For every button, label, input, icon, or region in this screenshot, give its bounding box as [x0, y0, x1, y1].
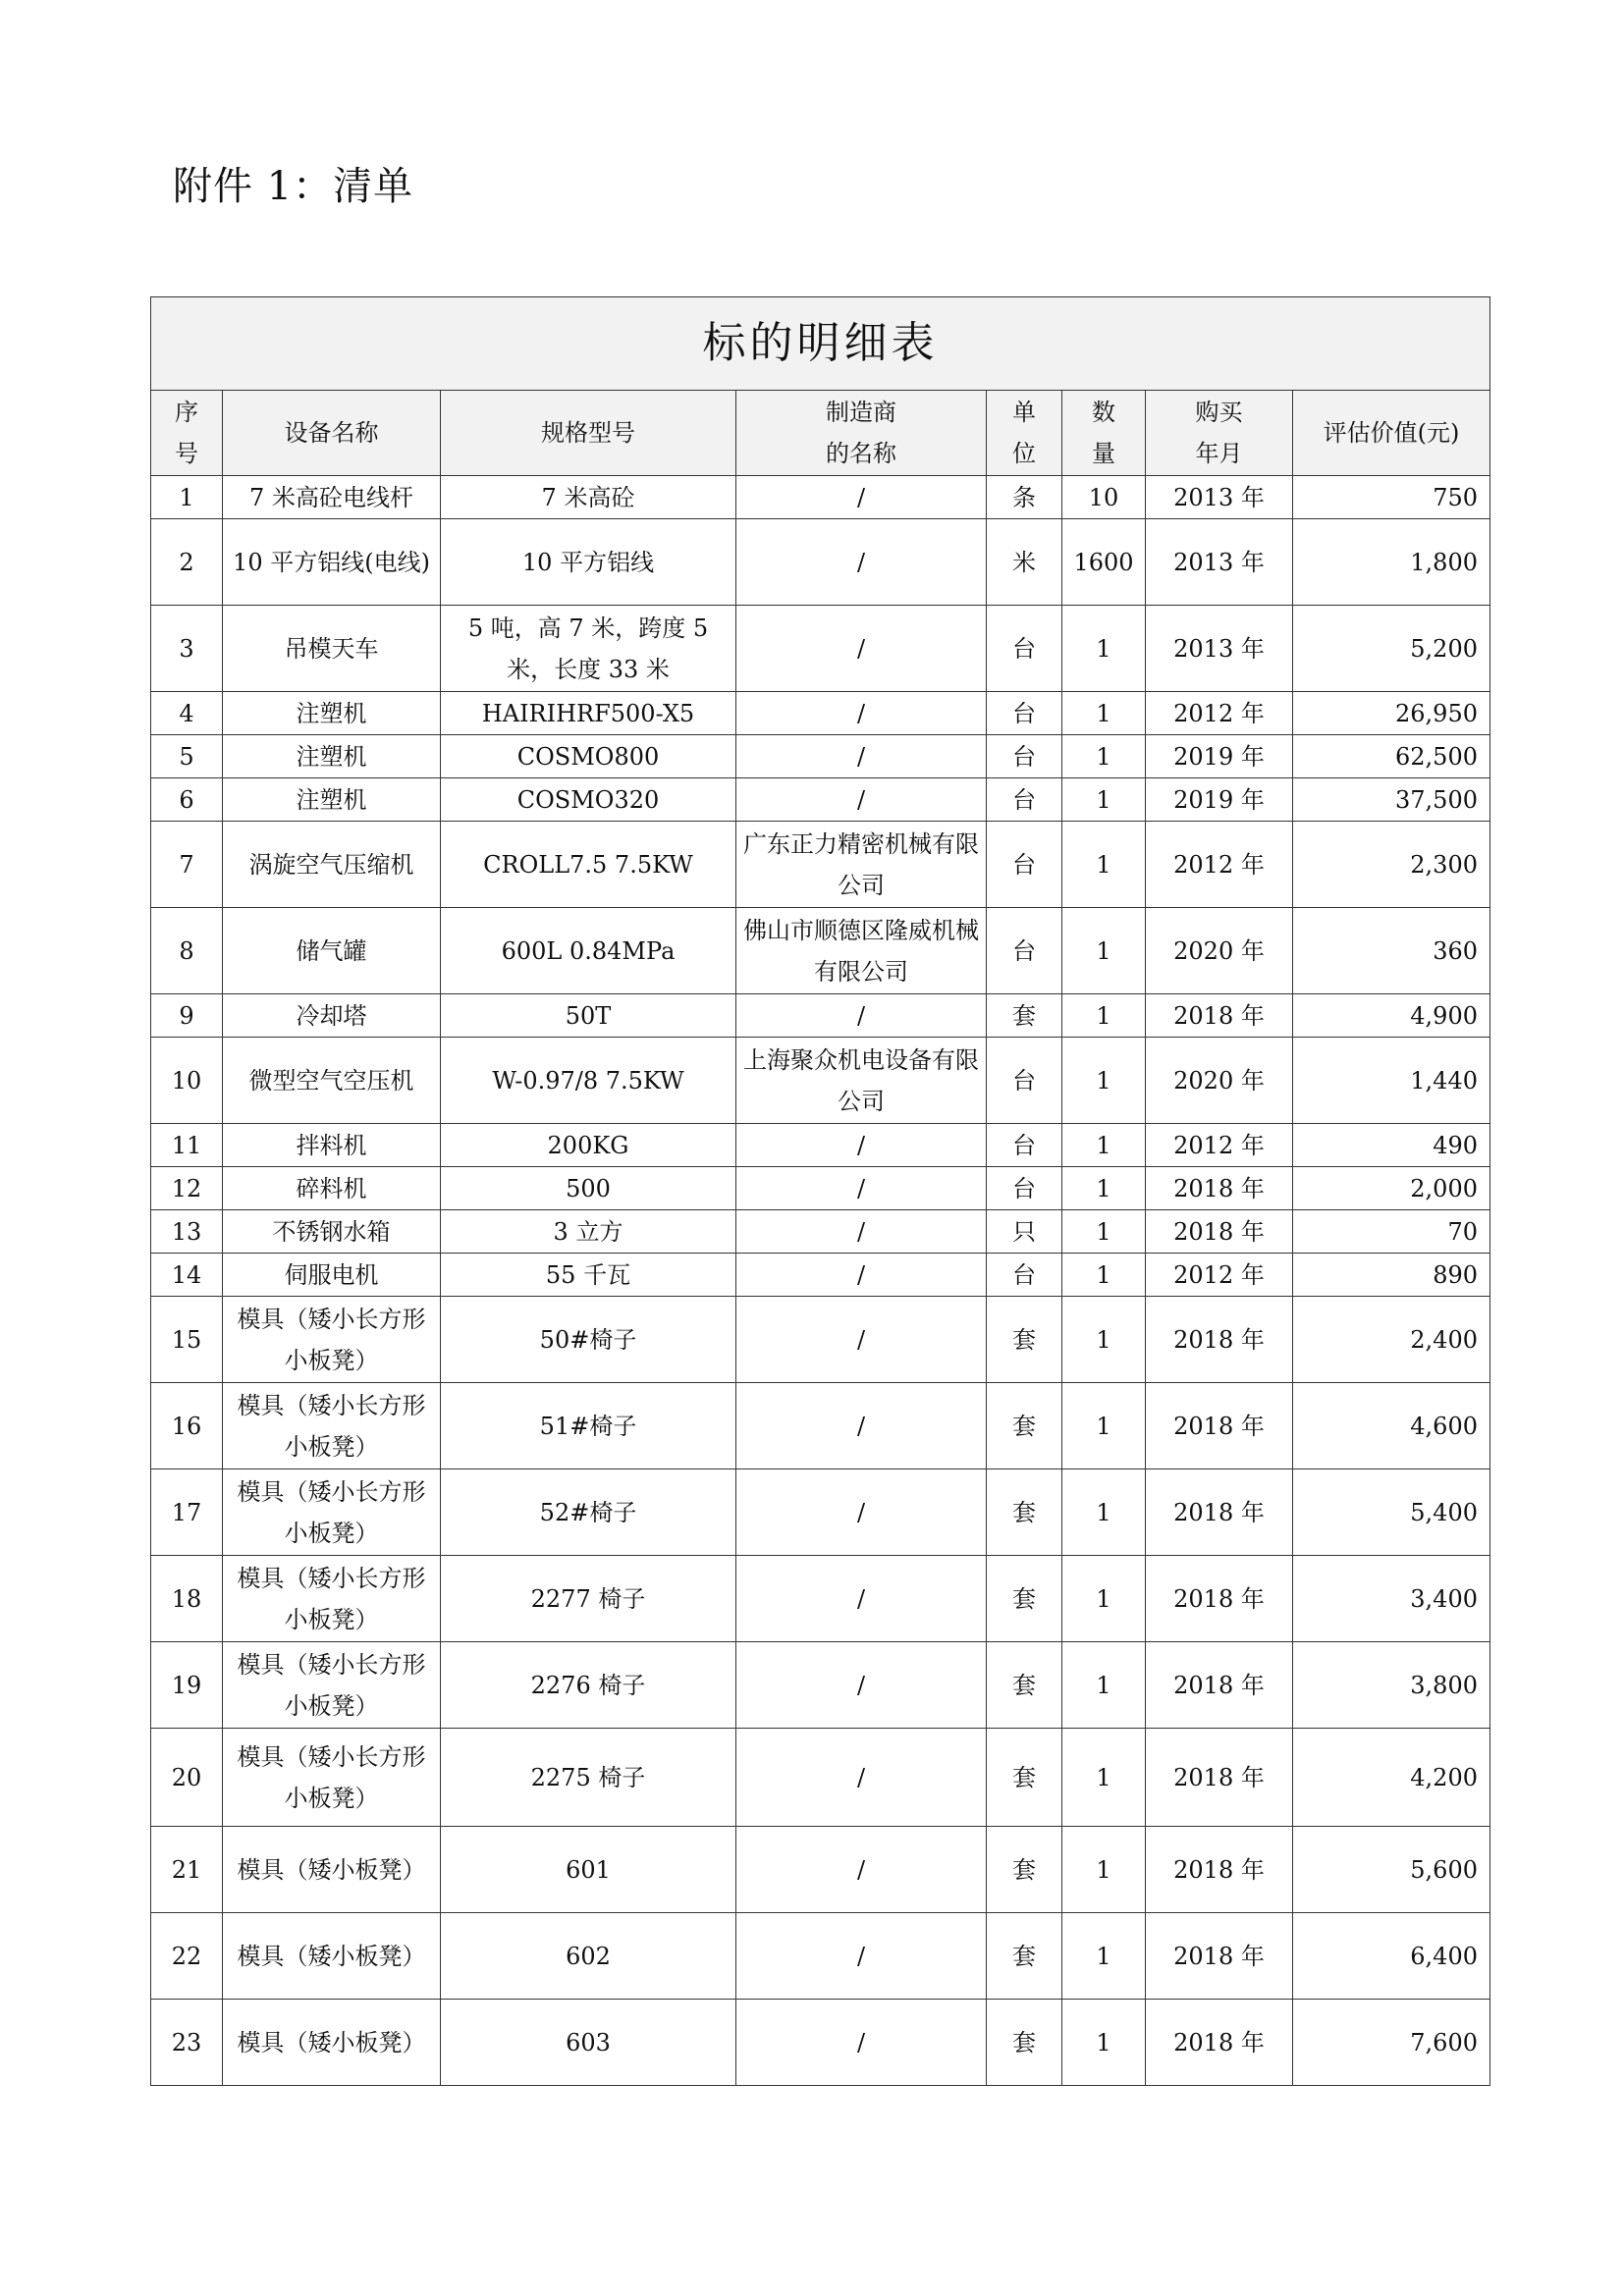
cell-unit: 套 [987, 1827, 1062, 1913]
cell-value: 4,200 [1293, 1729, 1490, 1827]
cell-value: 37,500 [1293, 778, 1490, 822]
cell-maker: 佛山市顺德区隆威机械有限公司 [736, 908, 987, 994]
cell-date: 2018 年 [1146, 1642, 1293, 1729]
table-row [151, 476, 1490, 519]
cell-unit: 台 [987, 692, 1062, 735]
cell-no: 6 [151, 778, 223, 822]
header-maker: 制造商 的名称 [736, 391, 987, 476]
cell-maker: / [736, 1254, 987, 1297]
cell-no: 10 [151, 1038, 223, 1124]
cell-value: 4,900 [1293, 994, 1490, 1038]
attachment-title: 附件 1：清单 [173, 164, 414, 209]
cell-name: 模具（矮小长方形小板凳） [223, 1556, 441, 1642]
cell-no: 7 [151, 822, 223, 908]
cell-no: 13 [151, 1210, 223, 1254]
cell-unit: 条 [987, 476, 1062, 519]
cell-name: 碎料机 [223, 1167, 441, 1210]
cell-name: 注塑机 [223, 735, 441, 778]
cell-maker: / [736, 2000, 987, 2086]
cell-spec: 5 吨，高 7 米，跨度 5 米，长度 33 米 [441, 606, 736, 692]
cell-date: 2020 年 [1146, 908, 1293, 994]
cell-unit: 只 [987, 1210, 1062, 1254]
cell-date: 2012 年 [1146, 1124, 1293, 1167]
header-spec: 规格型号 [441, 391, 736, 476]
cell-qty: 1 [1062, 1254, 1146, 1297]
table-row [151, 994, 1490, 1038]
cell-date: 2013 年 [1146, 519, 1293, 606]
cell-name: 注塑机 [223, 778, 441, 822]
table-row [151, 1124, 1490, 1167]
cell-spec: 51#椅子 [441, 1383, 736, 1469]
cell-date: 2013 年 [1146, 606, 1293, 692]
table-row [151, 1254, 1490, 1297]
cell-maker: / [736, 994, 987, 1038]
cell-value: 2,400 [1293, 1297, 1490, 1383]
cell-no: 11 [151, 1124, 223, 1167]
cell-value: 3,400 [1293, 1556, 1490, 1642]
cell-no: 2 [151, 519, 223, 606]
header-qty: 数 量 [1062, 391, 1146, 476]
table-row [151, 1642, 1490, 1729]
cell-maker: / [736, 1642, 987, 1729]
cell-maker: 广东正力精密机械有限公司 [736, 822, 987, 908]
cell-qty: 1 [1062, 1827, 1146, 1913]
cell-date: 2019 年 [1146, 778, 1293, 822]
cell-value: 2,300 [1293, 822, 1490, 908]
cell-unit: 套 [987, 1469, 1062, 1556]
cell-date: 2013 年 [1146, 476, 1293, 519]
cell-unit: 米 [987, 519, 1062, 606]
cell-maker: / [736, 476, 987, 519]
cell-maker: / [736, 519, 987, 606]
cell-value: 6,400 [1293, 1913, 1490, 2000]
cell-no: 23 [151, 2000, 223, 2086]
cell-date: 2012 年 [1146, 1254, 1293, 1297]
cell-value: 750 [1293, 476, 1490, 519]
cell-no: 8 [151, 908, 223, 994]
cell-date: 2018 年 [1146, 1913, 1293, 2000]
cell-value: 1,440 [1293, 1038, 1490, 1124]
cell-spec: 601 [441, 1827, 736, 1913]
cell-maker: / [736, 606, 987, 692]
cell-qty: 1 [1062, 908, 1146, 994]
table-row [151, 1729, 1490, 1827]
cell-no: 4 [151, 692, 223, 735]
cell-name: 模具（矮小板凳） [223, 1827, 441, 1913]
cell-maker: / [736, 1556, 987, 1642]
cell-spec: 50T [441, 994, 736, 1038]
cell-value: 490 [1293, 1124, 1490, 1167]
cell-spec: CROLL7.5 7.5KW [441, 822, 736, 908]
cell-no: 16 [151, 1383, 223, 1469]
cell-unit: 台 [987, 606, 1062, 692]
cell-spec: COSMO320 [441, 778, 736, 822]
cell-maker: 上海聚众机电设备有限公司 [736, 1038, 987, 1124]
cell-qty: 1 [1062, 1210, 1146, 1254]
cell-qty: 1 [1062, 2000, 1146, 2086]
header-unit: 单 位 [987, 391, 1062, 476]
table-row [151, 1827, 1490, 1913]
cell-spec: HAIRIHRF500-X5 [441, 692, 736, 735]
cell-name: 吊模天车 [223, 606, 441, 692]
cell-no: 15 [151, 1297, 223, 1383]
table-row [151, 1038, 1490, 1124]
cell-date: 2018 年 [1146, 1297, 1293, 1383]
cell-name: 储气罐 [223, 908, 441, 994]
cell-qty: 1 [1062, 778, 1146, 822]
cell-value: 890 [1293, 1254, 1490, 1297]
cell-value: 2,000 [1293, 1167, 1490, 1210]
cell-unit: 台 [987, 908, 1062, 994]
cell-maker: / [736, 1124, 987, 1167]
cell-spec: 603 [441, 2000, 736, 2086]
table-row [151, 1297, 1490, 1383]
cell-value: 62,500 [1293, 735, 1490, 778]
cell-qty: 1 [1062, 1167, 1146, 1210]
cell-no: 21 [151, 1827, 223, 1913]
cell-no: 14 [151, 1254, 223, 1297]
cell-name: 涡旋空气压缩机 [223, 822, 441, 908]
cell-unit: 套 [987, 1383, 1062, 1469]
cell-spec: 55 千瓦 [441, 1254, 736, 1297]
table-row [151, 519, 1490, 606]
cell-spec: 2277 椅子 [441, 1556, 736, 1642]
table-row [151, 735, 1490, 778]
cell-name: 模具（矮小板凳） [223, 2000, 441, 2086]
cell-qty: 1 [1062, 1913, 1146, 2000]
table-row [151, 606, 1490, 692]
table-row [151, 778, 1490, 822]
cell-date: 2020 年 [1146, 1038, 1293, 1124]
cell-spec: 50#椅子 [441, 1297, 736, 1383]
cell-unit: 套 [987, 1729, 1062, 1827]
table-row [151, 1383, 1490, 1469]
cell-qty: 1 [1062, 1124, 1146, 1167]
cell-name: 不锈钢水箱 [223, 1210, 441, 1254]
table-row [151, 1469, 1490, 1556]
cell-date: 2012 年 [1146, 692, 1293, 735]
cell-name: 注塑机 [223, 692, 441, 735]
cell-no: 17 [151, 1469, 223, 1556]
cell-name: 模具（矮小长方形小板凳） [223, 1642, 441, 1729]
cell-date: 2012 年 [1146, 822, 1293, 908]
table-row [151, 908, 1490, 994]
cell-maker: / [736, 1210, 987, 1254]
cell-date: 2018 年 [1146, 994, 1293, 1038]
table-row [151, 2000, 1490, 2086]
cell-value: 7,600 [1293, 2000, 1490, 2086]
cell-qty: 1 [1062, 1038, 1146, 1124]
cell-value: 360 [1293, 908, 1490, 994]
detail-table [150, 296, 1490, 2086]
cell-name: 模具（矮小板凳） [223, 1913, 441, 2000]
cell-name: 拌料机 [223, 1124, 441, 1167]
cell-unit: 台 [987, 1038, 1062, 1124]
cell-maker: / [736, 1827, 987, 1913]
cell-unit: 套 [987, 994, 1062, 1038]
table-row [151, 822, 1490, 908]
cell-date: 2018 年 [1146, 1383, 1293, 1469]
table-row [151, 692, 1490, 735]
cell-qty: 10 [1062, 476, 1146, 519]
cell-qty: 1 [1062, 1642, 1146, 1729]
cell-spec: W-0.97/8 7.5KW [441, 1038, 736, 1124]
cell-spec: 602 [441, 1913, 736, 2000]
cell-date: 2018 年 [1146, 1210, 1293, 1254]
cell-value: 70 [1293, 1210, 1490, 1254]
header-date: 购买 年月 [1146, 391, 1293, 476]
cell-name: 伺服电机 [223, 1254, 441, 1297]
cell-name: 冷却塔 [223, 994, 441, 1038]
cell-qty: 1 [1062, 1556, 1146, 1642]
cell-qty: 1 [1062, 994, 1146, 1038]
cell-no: 1 [151, 476, 223, 519]
cell-unit: 台 [987, 1124, 1062, 1167]
cell-qty: 1 [1062, 735, 1146, 778]
cell-maker: / [736, 1729, 987, 1827]
cell-unit: 台 [987, 822, 1062, 908]
header-no: 序 号 [151, 391, 223, 476]
cell-qty: 1 [1062, 822, 1146, 908]
cell-no: 5 [151, 735, 223, 778]
cell-unit: 台 [987, 735, 1062, 778]
cell-name: 10 平方铝线(电线) [223, 519, 441, 606]
cell-value: 3,800 [1293, 1642, 1490, 1729]
cell-unit: 套 [987, 1297, 1062, 1383]
cell-qty: 1 [1062, 692, 1146, 735]
cell-no: 20 [151, 1729, 223, 1827]
table-row [151, 1167, 1490, 1210]
cell-no: 9 [151, 994, 223, 1038]
cell-qty: 1 [1062, 606, 1146, 692]
cell-value: 5,400 [1293, 1469, 1490, 1556]
cell-maker: / [736, 692, 987, 735]
cell-spec: 500 [441, 1167, 736, 1210]
header-name: 设备名称 [223, 391, 441, 476]
cell-no: 19 [151, 1642, 223, 1729]
cell-qty: 1600 [1062, 519, 1146, 606]
table-row [151, 1210, 1490, 1254]
cell-spec: 200KG [441, 1124, 736, 1167]
cell-unit: 台 [987, 1254, 1062, 1297]
cell-maker: / [736, 1913, 987, 2000]
cell-date: 2018 年 [1146, 1167, 1293, 1210]
cell-spec: 600L 0.84MPa [441, 908, 736, 994]
cell-value: 1,800 [1293, 519, 1490, 606]
cell-name: 微型空气空压机 [223, 1038, 441, 1124]
cell-spec: 52#椅子 [441, 1469, 736, 1556]
cell-maker: / [736, 778, 987, 822]
cell-unit: 套 [987, 1913, 1062, 2000]
cell-date: 2018 年 [1146, 1827, 1293, 1913]
cell-date: 2018 年 [1146, 1469, 1293, 1556]
cell-unit: 套 [987, 1556, 1062, 1642]
cell-name: 模具（矮小长方形小板凳） [223, 1729, 441, 1827]
table-body [151, 476, 1490, 2086]
cell-unit: 套 [987, 2000, 1062, 2086]
cell-value: 4,600 [1293, 1383, 1490, 1469]
cell-unit: 套 [987, 1642, 1062, 1729]
cell-name: 模具（矮小长方形小板凳） [223, 1297, 441, 1383]
cell-no: 18 [151, 1556, 223, 1642]
cell-value: 5,200 [1293, 606, 1490, 692]
cell-no: 22 [151, 1913, 223, 2000]
cell-spec: 2276 椅子 [441, 1642, 736, 1729]
cell-qty: 1 [1062, 1729, 1146, 1827]
cell-value: 5,600 [1293, 1827, 1490, 1913]
cell-spec: 10 平方铝线 [441, 519, 736, 606]
cell-maker: / [736, 735, 987, 778]
cell-spec: 7 米高砼 [441, 476, 736, 519]
cell-name: 7 米高砼电线杆 [223, 476, 441, 519]
cell-name: 模具（矮小长方形小板凳） [223, 1383, 441, 1469]
header-row [151, 391, 1490, 476]
cell-no: 12 [151, 1167, 223, 1210]
cell-date: 2019 年 [1146, 735, 1293, 778]
cell-date: 2018 年 [1146, 1729, 1293, 1827]
cell-qty: 1 [1062, 1383, 1146, 1469]
cell-qty: 1 [1062, 1469, 1146, 1556]
cell-spec: 3 立方 [441, 1210, 736, 1254]
cell-maker: / [736, 1167, 987, 1210]
cell-maker: / [736, 1297, 987, 1383]
table-row [151, 1913, 1490, 2000]
cell-date: 2018 年 [1146, 1556, 1293, 1642]
cell-spec: COSMO800 [441, 735, 736, 778]
cell-date: 2018 年 [1146, 2000, 1293, 2086]
cell-maker: / [736, 1383, 987, 1469]
cell-value: 26,950 [1293, 692, 1490, 735]
table-row [151, 1556, 1490, 1642]
cell-maker: / [736, 1469, 987, 1556]
cell-qty: 1 [1062, 1297, 1146, 1383]
cell-unit: 台 [987, 1167, 1062, 1210]
cell-name: 模具（矮小长方形小板凳） [223, 1469, 441, 1556]
table-caption: 标的明细表 [151, 297, 1490, 391]
header-value: 评估价值(元) [1293, 391, 1490, 476]
cell-no: 3 [151, 606, 223, 692]
cell-unit: 台 [987, 778, 1062, 822]
cell-spec: 2275 椅子 [441, 1729, 736, 1827]
